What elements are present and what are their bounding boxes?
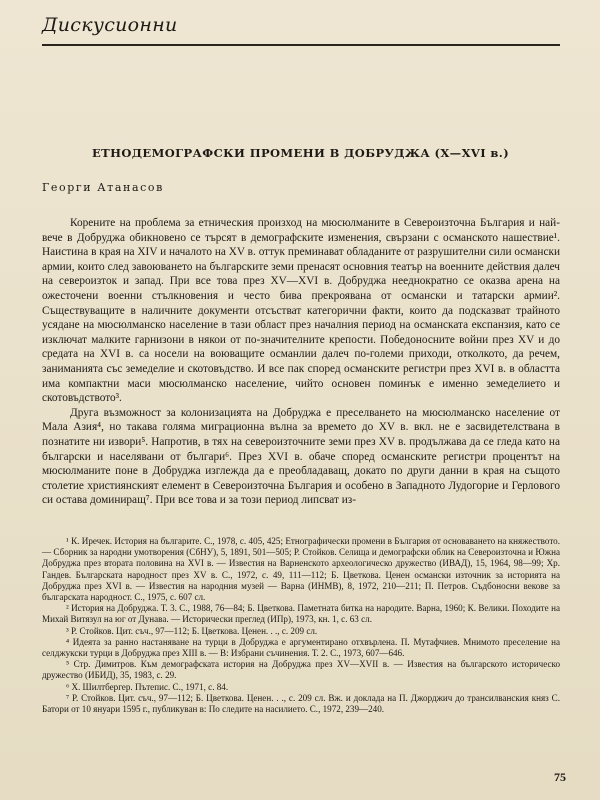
- page-number: 75: [554, 770, 566, 784]
- footnote: ⁴ Идеята за ранно настаняване на турци в Добруджа е аргументирано отхвърлена. П. Мутафчиев. Мнимото преселение на селджукски турци в Добруджа през XIII в. — В: Избрани съчинения. Т. 2. С., 1973, 607—646.: [42, 636, 560, 659]
- footnote: ² История на Добруджа. Т. 3. С., 1988, 76—84; Б. Цветкова. Паметната битка на народите. Варна, 1960; К. Велики. Походите на Михай Витязул на юг от Дунава. — Исторически преглед (ИПр), 1973, кн. 1, с. 63 сл.: [42, 603, 560, 625]
- author-name: Георги Атанасов: [42, 181, 164, 194]
- footnote: ⁶ Х. Шилтбергер. Пътепис. С., 1971, с. 84.: [66, 681, 229, 692]
- footnote: ⁷ Р. Стойков. Цит. съч., 97—112; Б. Цветкова. Ценен. . ., с. 209 сл. Вж. и доклада на П. Джорджич до трансилванския княз С. Батори от 10 януари 1595 г., публикуван в: По следите на насилието. С., 1972, 239—240.: [42, 692, 560, 715]
- body-paragraph: Корените на проблема за етническия произход на мюсюлманите в Североизточна България и най-вече в Добруджа обикновено се търсят в демографските изменения, свързани с османското нашествие¹. Наистина в края на XIV и началото на XV в. оттук преминават обладаните от разрушителни сили османски армии, които след завоюването на българските земи пренасят основния театър на военните действия далеч на североизток и запад. При все това през XV—XVI в. Добруджа нееднократно се оказва арена на ожесточени военни стълкновения и често бива прекроявана от османски и татарски армии². Съществуващите в наличните документи отсъстват категорични факти, които да подсказват трайното усядане на мюсюлманско население в тази област през началния период на османската експанзия, като се изключат малките гарнизони в някои от по-значителните крепости. Победоносните войни през XV и до средата на XVI в. са носели на воюващите османлии далеч по-големи приходи, отколкото, да речем, заниманията със земеделие и скотовъдство. И все пак според османските регистри през XVI в. в областта има компактни маси мюсюлманско население, чийто основен поминък е именно земеделието и скотовъдството³.: [42, 217, 560, 405]
- footnote: ⁵ Стр. Димитров. Към демографската история на Добруджа през XV—XVII в. — Известия на българското историческо дружество (ИБИД), 35, 1983, с. 29.: [42, 659, 560, 681]
- footnote: ³ Р. Стойков. Цит. съч., 97—112; Б. Цветкова. Ценен. . ., с. 209 сл.: [66, 625, 318, 636]
- article-title: ЕТНОДЕМОГРАФСКИ ПРОМЕНИ В ДОБРУДЖА (X—XVI в.): [92, 146, 510, 160]
- article-body: [42, 216, 560, 508]
- section-rule: [42, 44, 560, 46]
- body-paragraph: Друга възможност за колонизацията на Добруджа е преселването на мюсюлманско население от Мала Азия⁴, но такава голяма миграционна вълна за времето до XV в. вкл. не е засвидетелствана в познатите ни извори⁵. Напротив, в тях на североизточните земи през XV в. продължава да се гледа като на български и населявани от българи⁶. През XVI в. обаче според османските регистри процентът на мюсюлманите поне в Добруджа изглежда да е преобладаващ, докато по други данни в края на същото столетие християнският елемент в Североизточна България и особено в Западното Лудогорие и Герлового си остава доминиращ⁷. При все това и за този период липсват из-: [42, 406, 560, 507]
- section-header: Дискусионни: [42, 14, 178, 36]
- footnote: ¹ К. Иречек. История на българите. С., 1978, с. 405, 425; Етнографически промени в България от основаването на княжеството. — Сборник за народни умотворения (СбНУ), 5, 1891, 501—505; Р. Стойков. Селища и демографски облик на Североизточна и Южна Добруджа през втората половина на XVI в. — Известия на Варненското археологическо дружество (ИВАД), 15, 1964, 98—99; Хр. Гандев. Българската народност през XV в. С., 1972, с. 49, 111—112; Б. Цветкова. Ценен османски източник за историята на Добруджа през XVI в. — Известия на народния музей — Варна (ИНМВ), 8, 1972, 210—211; П. Петров. Съдбоносни векове за българската народност. С., 1975, с. 607 сл.: [42, 536, 560, 603]
- footnotes: [42, 536, 560, 715]
